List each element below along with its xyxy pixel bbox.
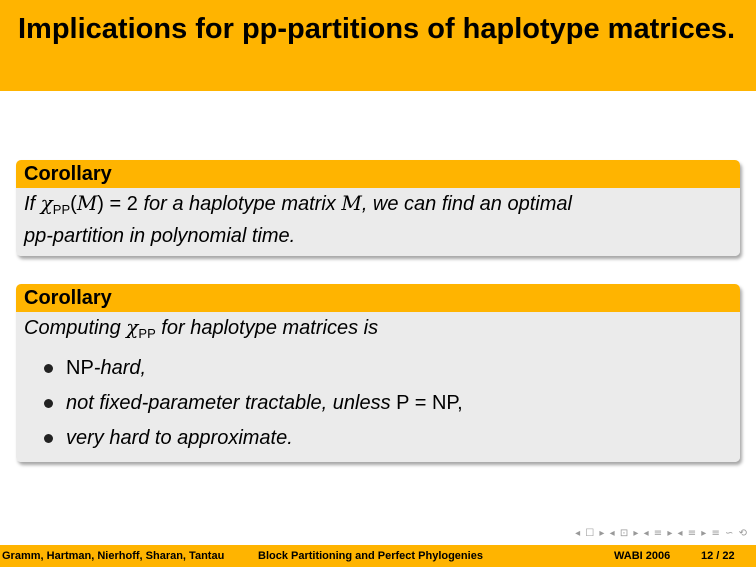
block-1-end: , we can find an optimal — [361, 193, 572, 215]
matrix-var-2: M — [341, 191, 362, 215]
block-2-intro — [24, 314, 732, 347]
block-2-intro-post: for haplotype matrices is — [155, 317, 379, 339]
item-p-np: P = NP, — [396, 392, 463, 414]
list-item — [24, 421, 732, 456]
chi-subscript-2: PP — [138, 326, 156, 341]
block-1-if: If — [24, 193, 41, 215]
block-2-intro-pre: Computing — [24, 317, 127, 339]
list-item — [24, 386, 732, 421]
bullet-icon — [44, 364, 53, 373]
bullet-icon — [44, 399, 53, 408]
block-1-body — [16, 188, 740, 256]
block-1-title: Corollary — [16, 160, 740, 188]
frame-title-bar — [0, 0, 756, 91]
paren-open: ( — [70, 193, 77, 215]
block-1-line-1 — [24, 190, 732, 223]
list-item — [24, 351, 732, 386]
block-1-line-2: pp-partition in polynomial time. — [24, 225, 296, 247]
corollary-block-2 — [16, 284, 740, 462]
item-fpt: not fixed-parameter tractable, unless — [66, 392, 397, 414]
item-hard: -hard, — [93, 357, 147, 379]
bullet-icon — [44, 434, 53, 443]
block-2-title: Corollary — [16, 284, 740, 312]
footer-bar — [0, 545, 756, 567]
block-2-body — [16, 312, 740, 462]
footer-page-number: 12 / 22 — [701, 550, 735, 562]
chi-subscript: PP — [52, 202, 71, 217]
footer-authors: Gramm, Hartman, Nierhoff, Sharan, Tantau — [2, 550, 225, 562]
item-approx: very hard to approximate. — [66, 427, 293, 449]
beamer-navigation-icons[interactable]: ◂ ☐ ▸ ◂ ⊡ ▸ ◂ ≡ ▸ ◂ ≡ ▸ ≡ ∽ ⟲ — [575, 528, 748, 539]
paren-close: ) — [97, 193, 104, 215]
slide-title: Implications for pp-partitions of haplotype matrices. — [18, 13, 736, 45]
corollary-block-1 — [16, 160, 740, 256]
equals-two: = 2 — [103, 193, 138, 215]
item-np: NP — [66, 357, 94, 379]
chi-symbol: χ — [40, 191, 53, 215]
matrix-var: M — [76, 191, 98, 215]
footer-short-title: Block Partitioning and Perfect Phylogenies — [258, 550, 483, 562]
chi-symbol-2: χ — [126, 315, 139, 339]
footer-venue: WABI 2006 — [614, 550, 671, 562]
corollary-list — [24, 351, 732, 456]
block-1-mid: for a haplotype matrix — [137, 193, 342, 215]
